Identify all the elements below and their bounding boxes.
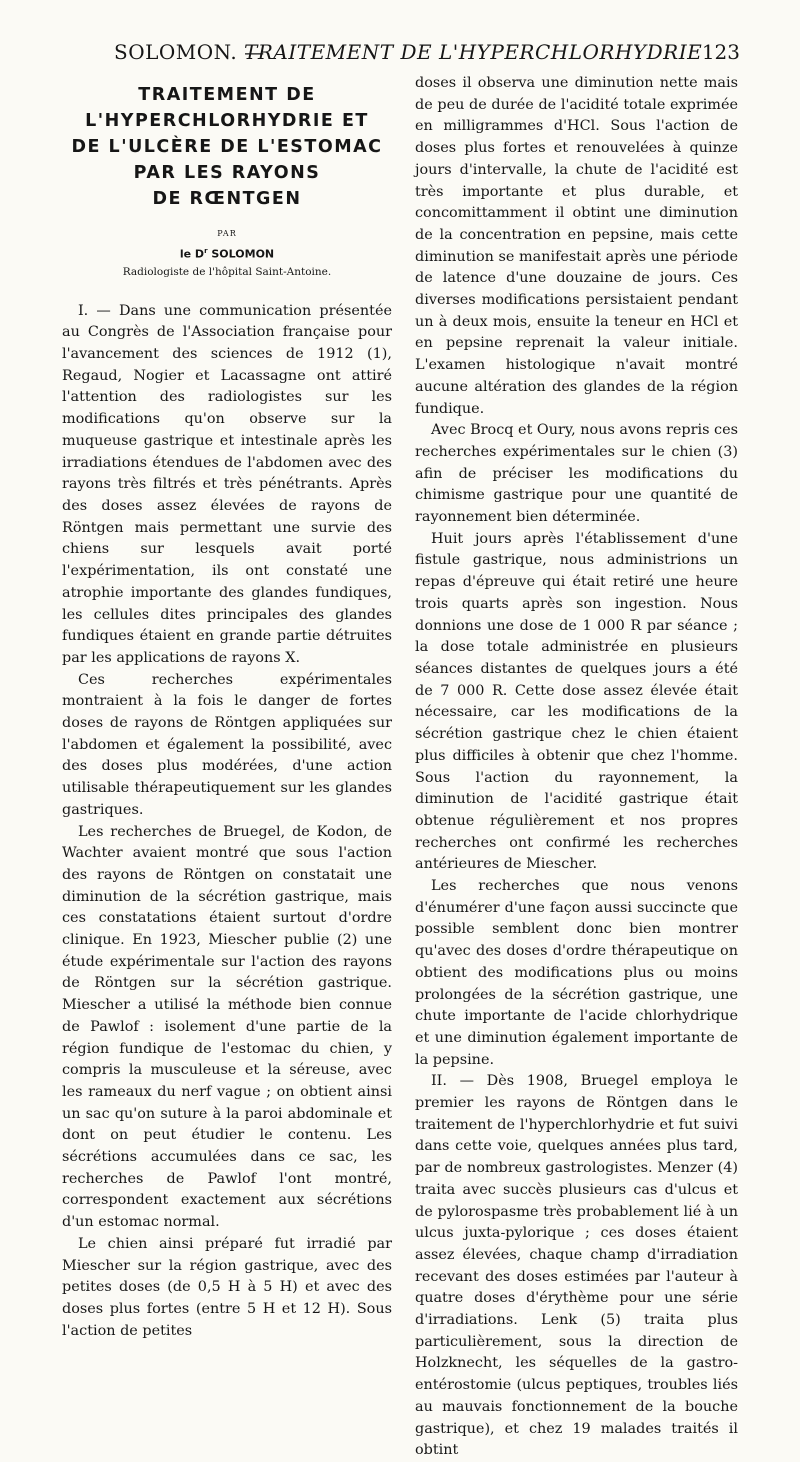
running-head-author: SOLOMON. —	[114, 40, 265, 64]
paragraph: Le chien ainsi préparé fut irradié par Miescher sur la région gastrique, avec des petites doses (de 0,5 H à 5 H) et avec des doses plus fortes (entre 5 H et 12 H). Sous l'action de petites	[62, 1235, 392, 1339]
byline-author-prefix: le D	[179, 247, 205, 261]
right-column	[415, 73, 738, 1462]
byline-author	[62, 244, 392, 262]
paragraph: doses il observa une diminution nette mais de peu de durée de l'acidité totale exprimée en milligrammes d'HCl. Sous l'action de doses plus fortes et renouvelées à quinze jours d'intervalle, la chute de l'acidité est très importante et plus durable, et concomittamment il obtint une diminution de la concentration en pepsine, mais cette diminution se manifestait après une période de latence d'une douzaine de jours. Ces diverses modifications persistaient pendant un à deux mois, ensuite la teneur en HCl et en pepsine reprenait la valeur initiale. L'examen histologique n'avait montré aucune altération des glandes de la région fundique.	[415, 75, 738, 417]
byline-author-sup: r	[204, 247, 208, 255]
article-title-line: DE L'ULCÈRE DE L'ESTOMAC	[71, 137, 383, 157]
byline-par: PAR	[217, 229, 237, 238]
paragraph: Avec Brocq et Oury, nous avons repris ces recherches expérimentales sur le chien (3) afin de préciser les modifications du chimisme gastrique pour une quantité de rayonnement bien déterminée.	[415, 422, 739, 526]
byline-author-name: SOLOMON	[211, 247, 275, 261]
article-title-line: PAR LES RAYONS	[133, 163, 321, 183]
article-title-line: L'HYPERCHLORHYDRIE ET	[85, 111, 369, 131]
running-head	[114, 40, 740, 70]
paragraph: Les recherches que nous venons d'énumérer d'une façon aussi succincte que possible semblent donc bien montrer qu'avec des doses d'ordre thérapeutique on obtient des modifications plus ou moins prolongées de la sécrétion gastrique, une chute importante de l'acide chlorhydrique et une diminution également importante de la pepsine.	[415, 878, 738, 1068]
paragraph: I. — Dans une communication présentée au Congrès de l'Association française pour l'avancement des sciences de 1912 (1), Regaud, Nogier et Lacassagne ont attiré l'attention des radiologistes sur les modifications qu'on observe sur la muqueuse gastrique et intestinale après les irradiations étendues de l'abdomen avec des rayons très filtrés et très pénétrants. Après des doses assez élevées de rayons de Röntgen mais permettant une survie des chiens sur lesquels avait porté l'expérimentation, ils ont constaté une atrophie importante des glandes fundiques, les cellules dites principales des glandes fundiques étaient en grande partie détruites par les applications de rayons X.	[62, 302, 392, 666]
article-title-line: TRAITEMENT DE	[138, 85, 316, 105]
paragraph: Les recherches de Bruegel, de Kodon, de Wachter avaient montré que sous l'action des rayons de Röntgen on constatait une diminution de la sécrétion gastrique, mais ces constatations étaient surtout d'ordre clinique. En 1923, Miescher publie (2) une étude expérimentale sur l'action des rayons de Röntgen sur la sécrétion gastrique. Miescher a utilisé la méthode bien connue de Pawlof : isolement d'une partie de la région fundique de l'estomac du chien, y compris la musculeuse et la séreuse, avec les rameaux du nerf vague ; on obtient ainsi un sac qu'on suture à la paroi abdominale et dont on peut étudier le contenu. Les sécrétions accumulées dans ce sac, les recherches de Pawlof l'ont montré, correspondent exactement aux sécrétions d'un estomac normal.	[62, 823, 392, 1231]
article-title-line: DE RŒNTGEN	[152, 189, 302, 209]
left-column	[62, 82, 392, 1342]
page-number: 123	[701, 40, 740, 64]
byline-role: Radiologiste de l'hôpital Saint-Antoine.	[122, 265, 332, 278]
paragraph: Huit jours après l'établissement d'une fistule gastrique, nous administrions un repas d'épreuve qui était retiré une heure trois quarts après son ingestion. Nous donnions une dose de 1 000 R par séance ; la dose totale administrée en plusieurs séances distantes de quelques jours a été de 7 000 R. Cette dose assez élevée était nécessaire, car les modifications de la sécrétion gastrique chez le chien étaient plus difficiles à obtenir que chez l'homme. Sous l'action du rayonnement, la diminution de l'acidité gastrique était obtenue régulièrement et nos propres recherches ont confirmé les recherches antérieures de Miescher.	[415, 530, 738, 873]
running-head-title: TRAITEMENT DE L'HYPERCHLORHYDRIE	[244, 40, 703, 64]
paragraph: Ces recherches expérimentales montraient à la fois le danger de fortes doses de rayons de Röntgen appliquées sur l'abdomen et également la possibilité, avec des doses plus modérées, d'une action utilisable thérapeutiquement sur les glandes gastriques.	[62, 671, 392, 818]
paragraph: II. — Dès 1908, Bruegel employa le premier les rayons de Röntgen dans le traitement de l'hyperchlorhydrie et fut suivi dans cette voie, quelques années plus tard, par de nombreux gastrologistes. Menzer (4) traita avec succès plusieurs cas d'ulcus et de pylorospasme très probablement lié à un ulcus juxta-pylorique ; ces doses étaient assez élevées, chaque champ d'irradiation recevant des doses estimées par l'auteur à quatre doses d'érythème pour une série d'irradiations. Lenk (5) traita plus particulièrement, sous la direction de Holzknecht, les séquelles de la gastro-entérostomie (ulcus peptiques, troubles liés au mauvais fonctionnement de la bouche gastrique), et chez 19 malades traités il obtint	[415, 1073, 738, 1459]
article-title	[62, 82, 392, 212]
